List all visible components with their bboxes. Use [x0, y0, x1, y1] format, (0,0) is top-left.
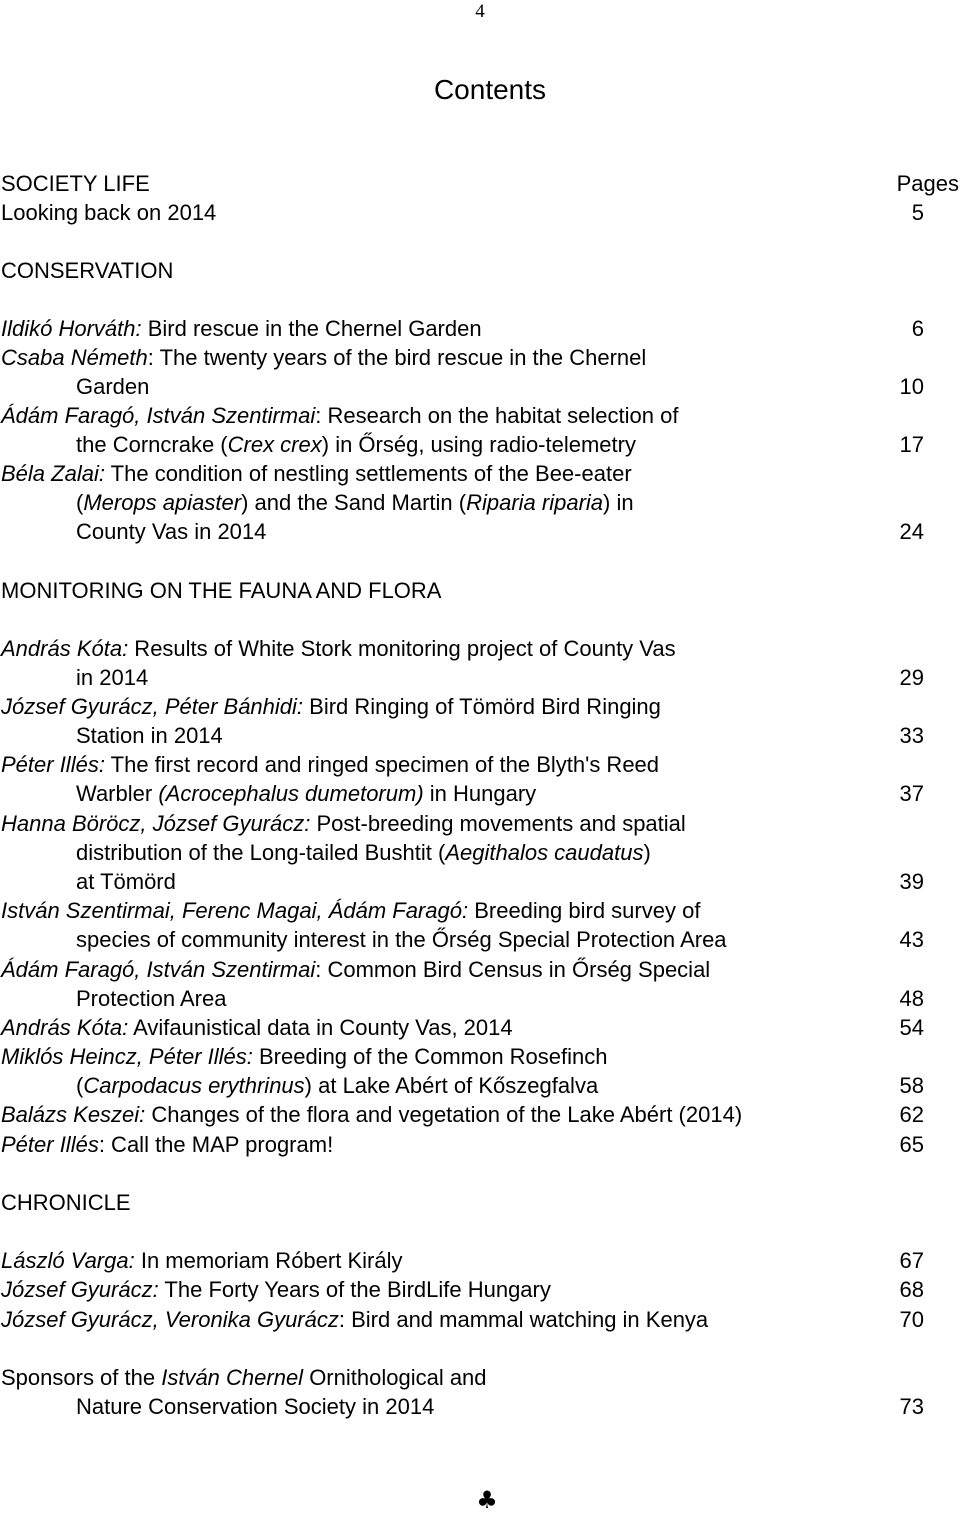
toc-entry-continuation: [0, 372, 960, 401]
entry-author: József Gyurácz, Veronika Gyurácz: [1, 1307, 339, 1332]
entry-title: species of community interest in the Őrség Special Protection Area: [76, 927, 727, 952]
toc-entry-continuation: [0, 488, 960, 517]
entry-title: Avifaunistical data in County Vas, 2014: [128, 1015, 513, 1040]
entry-title: Garden: [76, 374, 150, 399]
entry-title: : Common Bird Census in Őrség Special: [315, 957, 711, 982]
page-ref: 37: [899, 781, 924, 806]
page-ref: 33: [899, 723, 924, 748]
toc-entry: [0, 401, 960, 430]
toc-entry: [0, 343, 960, 372]
entry-title: Changes of the flora and vegetation of the Lake Abért (2014): [145, 1102, 743, 1127]
entry-title: : The twenty years of the bird rescue in the Chernel: [147, 345, 647, 370]
toc-entry: [0, 1275, 960, 1304]
latin-name: Aegithalos caudatus: [445, 840, 644, 865]
toc-entry-continuation: [0, 517, 960, 546]
entry-title: the Corncrake (: [76, 432, 228, 457]
entry-author: József Gyurácz, Péter Bánhidi:: [1, 694, 304, 719]
entry-title: ) in Őrség, using radio-telemetry: [321, 432, 636, 457]
entry-author: Béla Zalai:: [1, 461, 105, 486]
entry-title: Post-breeding movements and spatial: [310, 811, 686, 836]
latin-name: Riparia riparia: [466, 490, 604, 515]
entry-title: Nature Conservation Society in 2014: [76, 1394, 435, 1419]
page-ref: 67: [899, 1248, 924, 1273]
entry-author: Csaba Németh: [1, 345, 148, 370]
toc-entry: [0, 1363, 960, 1392]
page-ref: 39: [899, 869, 924, 894]
entry-title: at Tömörd: [76, 869, 176, 894]
page-ref: 68: [899, 1277, 924, 1302]
entry-title: Sponsors of the: [1, 1365, 162, 1390]
entry-author: László Varga:: [1, 1248, 135, 1273]
toc-entry: [0, 692, 960, 721]
entry-title: The condition of nestling settlements of the Bee-eater: [104, 461, 632, 486]
toc-entry: [0, 198, 960, 227]
entry-title: in 2014: [76, 665, 149, 690]
page-ref: 43: [899, 927, 924, 952]
toc-entry: [0, 314, 960, 343]
page-ref: 24: [899, 519, 924, 544]
entry-title: ) at Lake Abért of Kőszegfalva: [304, 1073, 599, 1098]
page-ref: 5: [911, 200, 924, 225]
entry-title: Looking back on 2014: [1, 200, 217, 225]
toc-entry-continuation: [0, 430, 960, 459]
entry-title: Bird Ringing of Tömörd Bird Ringing: [303, 694, 661, 719]
toc-entry: [0, 1100, 960, 1129]
entry-title: ) and the Sand Martin (: [241, 490, 467, 515]
toc-entry: [0, 459, 960, 488]
page-number: 4: [475, 1, 485, 22]
toc-entry: [0, 896, 960, 925]
entry-author: András Kóta:: [1, 1015, 129, 1040]
entry-title: distribution of the Long-tailed Bushtit (: [76, 840, 446, 865]
toc-entry: [0, 634, 960, 663]
toc-entry-continuation: [0, 838, 960, 867]
section-heading-monitoring: [0, 576, 960, 605]
entry-title: Results of White Stork monitoring project of County Vas: [128, 636, 676, 661]
toc-entry: [0, 1042, 960, 1071]
page-ref: 70: [899, 1307, 924, 1332]
society-name: István Chernel: [161, 1365, 304, 1390]
entry-title: (: [76, 1073, 84, 1098]
entry-author: Hanna Böröcz, József Gyurácz:: [1, 811, 311, 836]
page-ref: 29: [899, 665, 924, 690]
entry-author: Ildikó Horváth:: [1, 316, 142, 341]
entry-title: : Call the MAP program!: [98, 1132, 334, 1157]
page-title: Contents: [433, 74, 547, 105]
page-ref: 6: [911, 316, 924, 341]
entry-title: : Bird and mammal watching in Kenya: [338, 1307, 709, 1332]
toc-entry: [0, 955, 960, 984]
section-heading-society: [0, 169, 960, 198]
entry-title: Station in 2014: [76, 723, 223, 748]
entry-title: Ornithological and: [303, 1365, 487, 1390]
toc-entry-continuation: [0, 663, 960, 692]
toc-entry: [0, 809, 960, 838]
section-heading-chronicle: [0, 1188, 960, 1217]
toc-entry: [0, 1013, 960, 1042]
entry-title: The first record and ringed specimen of the Blyth's Reed: [104, 752, 660, 777]
toc-entry-continuation: [0, 925, 960, 954]
page-ref: 17: [899, 432, 924, 457]
latin-name: (Acrocephalus dumetorum): [158, 781, 424, 806]
entry-title: Protection Area: [76, 986, 227, 1011]
entry-title: Bird rescue in the Chernel Garden: [141, 316, 482, 341]
entry-author: András Kóta:: [1, 636, 129, 661]
toc-entry-continuation: [0, 1392, 960, 1421]
entry-title: : Research on the habitat selection of: [315, 403, 679, 428]
toc-entry-continuation: [0, 984, 960, 1013]
page-ref: 58: [899, 1073, 924, 1098]
entry-author: Balázs Keszei:: [1, 1102, 146, 1127]
entry-title: In memoriam Róbert Király: [134, 1248, 403, 1273]
toc-entry: [0, 1246, 960, 1275]
page-ref: 48: [899, 986, 924, 1011]
page-ref: 65: [899, 1132, 924, 1157]
section-heading-conservation: [0, 256, 960, 285]
section-heading: CONSERVATION: [1, 258, 174, 283]
entry-title: County Vas in 2014: [76, 519, 267, 544]
entry-title: The Forty Years of the BirdLife Hungary: [158, 1277, 551, 1302]
entry-title: ): [643, 840, 651, 865]
page-ref: 54: [899, 1015, 924, 1040]
pages-header: Pages: [896, 171, 959, 196]
entry-title: Breeding of the Common Rosefinch: [252, 1044, 608, 1069]
entry-author: Ádám Faragó, István Szentirmai: [1, 957, 316, 982]
latin-name: Crex crex: [227, 432, 322, 457]
page-ref: 73: [899, 1394, 924, 1419]
latin-name: Carpodacus erythrinus: [83, 1073, 305, 1098]
toc-entry-continuation: [0, 779, 960, 808]
entry-title: in Hungary: [423, 781, 537, 806]
toc-entry-continuation: [0, 1071, 960, 1100]
section-heading: MONITORING ON THE FAUNA AND FLORA: [1, 578, 442, 603]
entry-title: ) in: [603, 490, 634, 515]
entry-author: Péter Illés:: [1, 752, 105, 777]
club-icon: ♣: [476, 1486, 498, 1514]
page-ref: 10: [899, 374, 924, 399]
entry-author: Péter Illés: [1, 1132, 99, 1157]
entry-author: Ádám Faragó, István Szentirmai: [1, 403, 316, 428]
latin-name: Merops apiaster: [83, 490, 242, 515]
section-heading: CHRONICLE: [1, 1190, 131, 1215]
entry-title: (: [76, 490, 84, 515]
toc-entry: [0, 1305, 960, 1334]
entry-author: István Szentirmai, Ferenc Magai, Ádám Faragó:: [1, 898, 469, 923]
toc-entry: [0, 1130, 960, 1159]
entry-title: Breeding bird survey of: [468, 898, 701, 923]
toc-entry-continuation: [0, 867, 960, 896]
entry-title: Warbler: [76, 781, 159, 806]
entry-author: Miklós Heincz, Péter Illés:: [1, 1044, 253, 1069]
toc-entry: [0, 750, 960, 779]
page-ref: 62: [899, 1102, 924, 1127]
toc-entry-continuation: [0, 721, 960, 750]
entry-author: József Gyurácz:: [1, 1277, 159, 1302]
section-heading: SOCIETY LIFE: [1, 171, 150, 196]
